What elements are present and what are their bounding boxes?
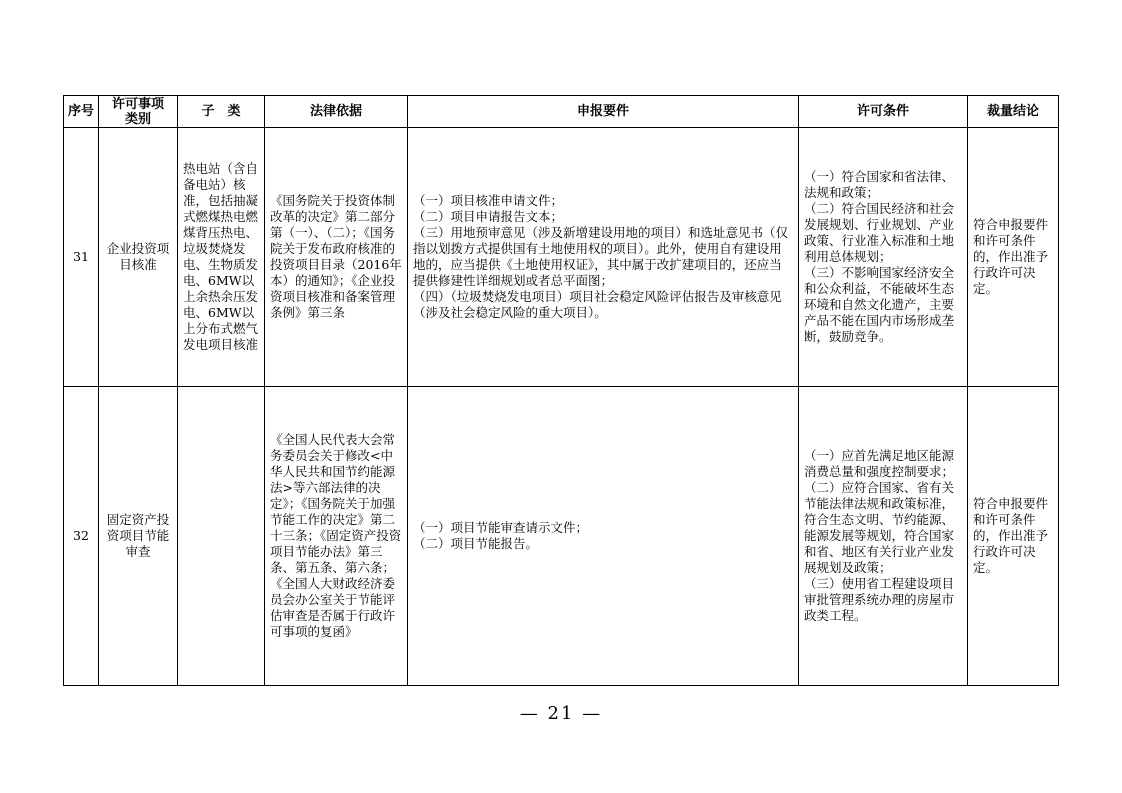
header-num: 序号: [64, 96, 99, 128]
row-conditions: （一）符合国家和省法律、法规和政策； （二）符合国民经济和社会发展规划、行业规划、产业政策、行业准入标准和土地利用总体规划； （三）不影响国家经济安全和公众利益，不能破坏生态环境和自然文化遗产，主要产品不能在国内市场形成垄断，鼓励竞争。: [799, 128, 968, 387]
header-requirements: 申报要件: [408, 96, 799, 128]
header-conditions: 许可条件: [799, 96, 968, 128]
header-category: 许可事项类别: [99, 96, 178, 128]
row-legal-basis: 《国务院关于投资体制改革的决定》第二部分第（一）、（二）；《国务院关于发布政府核准的投资项目目录（2016年本）的通知》；《企业投资项目核准和备案管理条例》第三条: [265, 128, 408, 387]
row-category: 固定资产投资项目节能审查: [99, 387, 178, 686]
page-number: — 21 —: [519, 703, 603, 724]
row-conditions: （一）应首先满足地区能源消费总量和强度控制要求； （二）应符合国家、省有关节能法律法规和政策标准，符合生态文明、节约能源、能源发展等规划，符合国家和省、地区有关行业产业发展规划及政策； （三）使用省工程建设项目审批管理系统办理的房屋市政类工程。: [799, 387, 968, 686]
header-legal-basis: 法律依据: [265, 96, 408, 128]
header-conclusion: 裁量结论: [968, 96, 1059, 128]
row-requirements: （一）项目核准申请文件； （二）项目申请报告文本； （三）用地预审意见（涉及新增建设用地的项目）和选址意见书（仅指以划拨方式提供国有土地使用权的项目）。此外，使用自有建设用地的，应当提供《土地使用权证》，其中属于改扩建项目的，还应当提供修建性详细规划或者总平面图； （四）（垃圾焚烧发电项目）项目社会稳定风险评估报告及审核意见（涉及社会稳定风险的重大项目）。: [408, 128, 799, 387]
row-number: 32: [64, 387, 99, 686]
row-requirements: （一）项目节能审查请示文件； （二）项目节能报告。: [408, 387, 799, 686]
table-row: [64, 387, 1059, 686]
table-row: [64, 128, 1059, 387]
row-conclusion: 符合申报要件和许可条件的，作出准予行政许可决定。: [968, 128, 1059, 387]
permit-table: [63, 95, 1059, 686]
header-subcategory: 子 类: [178, 96, 265, 128]
row-subcategory: 热电站（含自备电站）核准，包括抽凝式燃煤热电燃煤背压热电、垃圾焚烧发电、生物质发电、6MW以上余热余压发电、6MW以上分布式燃气发电项目核准: [178, 128, 265, 387]
row-legal-basis: 《全国人民代表大会常务委员会关于修改<中华人民共和国节约能源法>等六部法律的决定》；《国务院关于加强节能工作的决定》第二十三条；《固定资产投资项目节能办法》第三条、第五条、第六条；《全国人大财政经济委员会办公室关于节能评估审查是否属于行政许可事项的复函》: [265, 387, 408, 686]
table-header-row: [64, 96, 1059, 128]
row-category: 企业投资项目核准: [99, 128, 178, 387]
row-number: 31: [64, 128, 99, 387]
row-conclusion: 符合申报要件和许可条件的，作出准予行政许可决定。: [968, 387, 1059, 686]
row-subcategory: [178, 387, 265, 686]
